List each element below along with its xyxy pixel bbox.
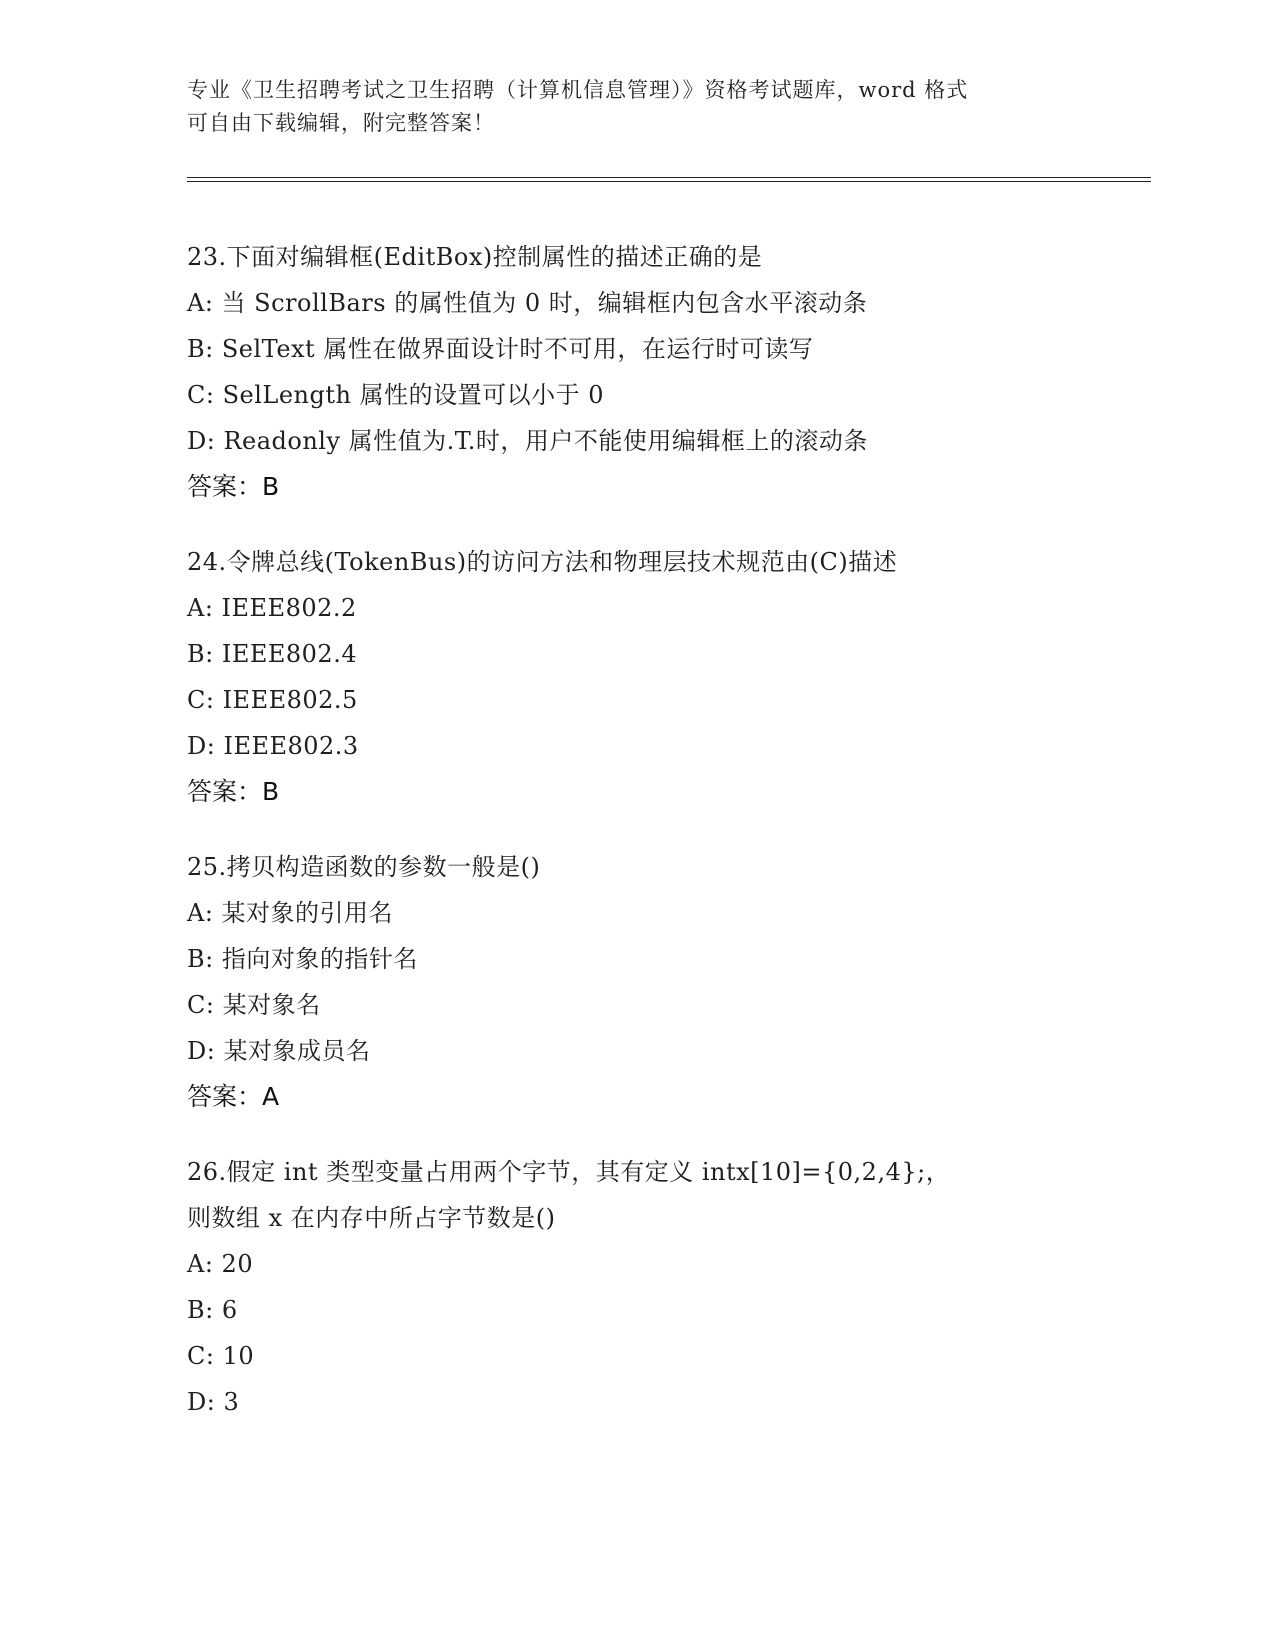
answer: 答案：B [187, 777, 280, 806]
option-b: B: SelText 属性在做界面设计时不可用，在运行时可读写 [187, 335, 814, 363]
option-d: D: IEEE802.3 [187, 732, 359, 760]
question-23 [187, 234, 1151, 510]
question-stem [187, 539, 1151, 585]
question-26 [187, 1149, 1151, 1425]
question-stem [187, 1149, 1151, 1241]
question-25 [187, 844, 1151, 1120]
option-c: C: SelLength 属性的设置可以小于 0 [187, 381, 604, 409]
option-a: A: 当 ScrollBars 的属性值为 0 时，编辑框内包含水平滚动条 [187, 289, 868, 317]
option-a: A: 某对象的引用名 [187, 899, 394, 927]
option-b: B: IEEE802.4 [187, 640, 358, 668]
option-d: D: 某对象成员名 [187, 1037, 371, 1065]
question-stem-line-2: 则数组 x 在内存中所占字节数是() [187, 1204, 556, 1232]
question-list [187, 234, 1151, 1454]
option-c: C: IEEE802.5 [187, 686, 358, 714]
option-a: A: 20 [187, 1250, 254, 1278]
question-stem [187, 844, 1151, 890]
option-d: D: 3 [187, 1388, 240, 1416]
answer: 答案：A [187, 1082, 280, 1111]
option-b: B: 指向对象的指针名 [187, 945, 418, 973]
option-c: C: 某对象名 [187, 991, 321, 1019]
question-stem-line: 23.下面对编辑框(EditBox)控制属性的描述正确的是 [187, 243, 763, 271]
option-d: D: Readonly 属性值为.T.时，用户不能使用编辑框上的滚动条 [187, 427, 868, 455]
question-24 [187, 539, 1151, 815]
page-header [187, 74, 1087, 140]
question-stem-line: 25.拷贝构造函数的参数一般是() [187, 853, 541, 881]
question-stem-line: 24.令牌总线(TokenBus)的访问方法和物理层技术规范由(C)描述 [187, 548, 898, 576]
question-stem-line-1: 26.假定 int 类型变量占用两个字节，其有定义 intx[10]={0,2,4};， [187, 1158, 951, 1186]
option-a: A: IEEE802.2 [187, 594, 357, 622]
option-b: B: 6 [187, 1296, 238, 1324]
option-c: C: 10 [187, 1342, 255, 1370]
answer: 答案：B [187, 472, 280, 501]
header-line-2: 可自由下载编辑，附完整答案！ [187, 111, 495, 135]
question-stem [187, 234, 1151, 280]
header-line-1: 专业《卫生招聘考试之卫生招聘（计算机信息管理）》资格考试题库，word 格式 [187, 78, 969, 102]
header-divider [187, 177, 1151, 182]
